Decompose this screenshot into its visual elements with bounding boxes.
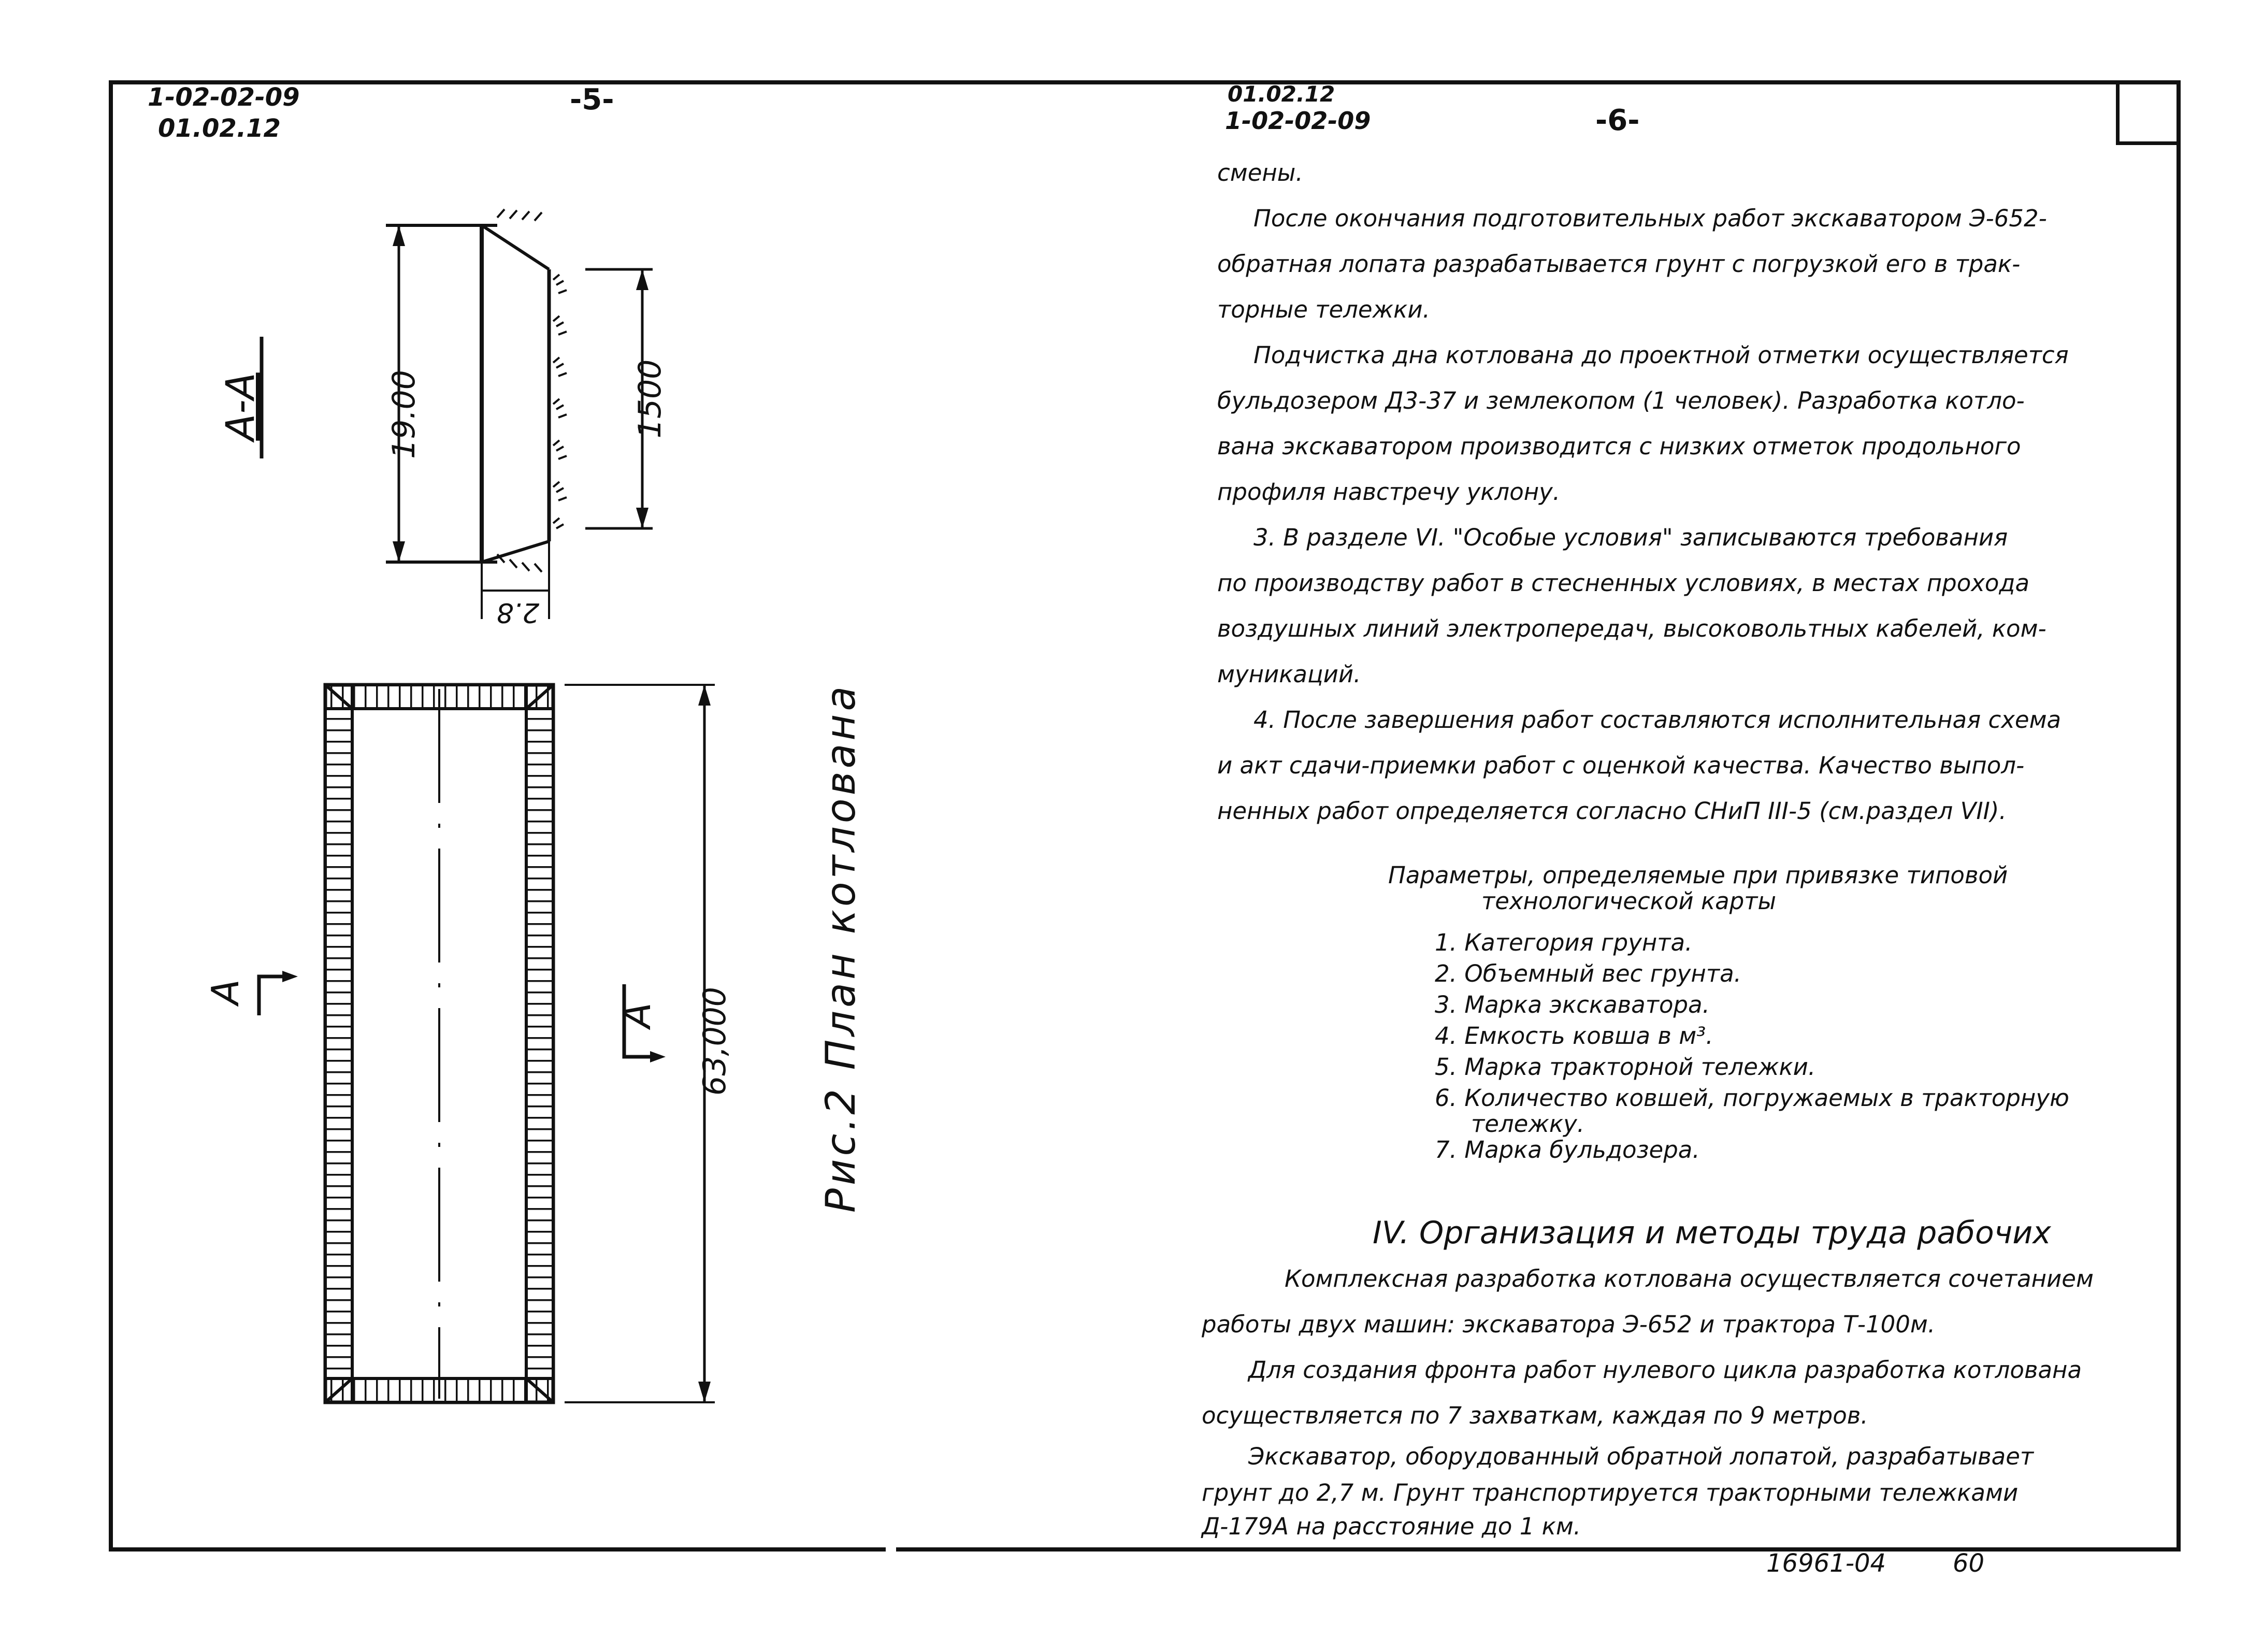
- frame-bottom-border-right: [896, 1547, 2181, 1552]
- section-depth-dimension: 1500: [632, 359, 668, 439]
- left-doc-code-2: 01.02.12: [158, 114, 281, 143]
- text-line: бульдозером Д3-37 и землекопом (1 человек). Разработка котло-: [1217, 387, 2025, 414]
- list-item: 2. Объемный вес грунта.: [1435, 960, 1741, 987]
- text-line: осуществляется по 7 захваткам, каждая по 9 метров.: [1202, 1402, 1868, 1429]
- frame-bottom-border-left: [109, 1547, 886, 1552]
- excavation-drawing: [0, 0, 1191, 1502]
- params-title-line-1: Параметры, определяемые при привязке типовой: [1388, 861, 2008, 889]
- text-line: вана экскаватором производится с низких отметок продольного: [1217, 433, 2021, 460]
- text-line: работы двух машин: экскаватора Э-652 и трактора Т-100м.: [1202, 1311, 1936, 1338]
- left-doc-code-1: 1-02-02-09: [148, 83, 300, 112]
- text-line: Экскаватор, оборудованный обратной лопатой, разрабатывает: [1248, 1443, 2034, 1470]
- section-label: A-A: [217, 372, 263, 441]
- cut-mark-right-label: A: [615, 1002, 659, 1028]
- text-line: обратная лопата разрабатывается грунт с погрузкой его в трак-: [1217, 250, 2021, 278]
- section-heading: IV. Организация и методы труда рабочих: [1373, 1215, 2051, 1251]
- left-page-number: -5-: [570, 83, 614, 117]
- plan-view-drawing: [259, 685, 715, 1402]
- figure-caption: Рис.2 План котлована: [818, 683, 864, 1213]
- list-item: 7. Марка бульдозера.: [1435, 1136, 1700, 1163]
- cut-mark-left-label: A: [204, 979, 247, 1005]
- list-item: 1. Категория грунта.: [1435, 929, 1693, 956]
- text-line: профиля навстречу уклону.: [1217, 478, 1561, 506]
- text-line: и акт сдачи-приемки работ с оценкой качества. Качество выпол-: [1217, 752, 2025, 779]
- list-item: 5. Марка тракторной тележки.: [1435, 1053, 1816, 1081]
- corner-stamp-box: [2116, 80, 2181, 145]
- text-line: Д-179А на расстояние до 1 км.: [1202, 1513, 1581, 1540]
- text-line: по производству работ в стесненных условиях, в местах прохода: [1217, 569, 2030, 597]
- section-bottom-dimension: 2.8: [496, 597, 540, 628]
- footer-sheet-number: 60: [1953, 1549, 1985, 1578]
- footer-document-code: 16961-04: [1766, 1549, 1886, 1578]
- text-line: Для создания фронта работ нулевого цикла разработка котлована: [1248, 1356, 2082, 1384]
- text-line: 3. В разделе VI. "Особые условия" записываются требования: [1253, 524, 2008, 551]
- list-item: 4. Емкость ковша в м³.: [1435, 1022, 1713, 1050]
- text-line: Комплексная разработка котлована осуществляется сочетанием: [1285, 1265, 2094, 1292]
- text-line: 4. После завершения работ составляются исполнительная схема: [1253, 706, 2062, 734]
- main-text-block: [1217, 150, 2150, 834]
- text-line: Подчистка дна котлована до проектной отметки осуществляется: [1253, 341, 2069, 369]
- right-doc-code-1: 01.02.12: [1228, 81, 1335, 107]
- text-line: торные тележки.: [1217, 296, 1430, 323]
- text-line: После окончания подготовительных работ экскаватором Э-652-: [1253, 205, 2047, 232]
- plan-length-dimension: 63,000: [697, 987, 733, 1096]
- text-line: смены.: [1217, 159, 1303, 186]
- text-line: муникаций.: [1217, 660, 1361, 688]
- text-line: воздушных линий электропередач, высоковольтных кабелей, ком-: [1217, 615, 2046, 642]
- list-item: тележку.: [1471, 1110, 1585, 1138]
- right-doc-code-2: 1-02-02-09: [1225, 107, 1371, 135]
- params-title-line-2: технологической карты: [1481, 887, 1777, 915]
- list-item: 3. Марка экскаватора.: [1435, 991, 1710, 1018]
- frame-right-border: [2176, 80, 2181, 1552]
- section-height-dimension: 19.00: [386, 370, 422, 459]
- text-line: грунт до 2,7 м. Грунт транспортируется тракторными тележками: [1202, 1479, 2019, 1506]
- params-list: [1435, 927, 2160, 1166]
- list-item: 6. Количество ковшей, погружаемых в тракторную: [1435, 1084, 2069, 1112]
- section-a-a-drawing: [386, 209, 653, 619]
- section-text-block: [1202, 1256, 2160, 1542]
- params-title: [1388, 863, 2113, 914]
- right-page-number: -6-: [1595, 104, 1640, 137]
- text-line: ненных работ определяется согласно СНиП III-5 (см.раздел VII).: [1217, 797, 2007, 825]
